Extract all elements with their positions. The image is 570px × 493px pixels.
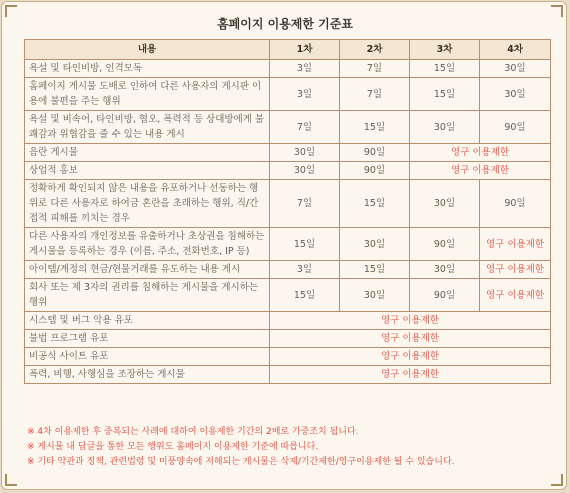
header-2nd: 2차	[340, 40, 410, 60]
table-row	[25, 312, 551, 330]
header-content: 내용	[25, 40, 270, 60]
cell-2nd: 15일	[340, 261, 410, 279]
table-row	[25, 162, 551, 180]
table-row	[25, 111, 551, 144]
table-row	[25, 228, 551, 261]
cell-4th: 영구 이용제한	[480, 279, 551, 312]
cell-1st: 15일	[270, 228, 340, 261]
note-text: ※ 4차 이용제한 후 중복되는 사례에 대하여 이용제한 기간의 2배로 가중조치 됩니다.	[27, 427, 359, 437]
row-description: 아이템/계정의 현금/현물거래를 유도하는 내용 게시	[25, 261, 270, 279]
cell-1st: 3일	[270, 78, 340, 111]
table-row	[25, 366, 551, 384]
row-description: 상업적 홍보	[25, 162, 270, 180]
cell-3rd: 30일	[410, 261, 480, 279]
cell-4th: 영구 이용제한	[480, 228, 551, 261]
table-row	[25, 78, 551, 111]
row-description: 다른 사용자의 개인정보를 유출하거나 초상권을 침해하는 게시물을 등록하는 경우 (이름, 주소, 전화번호, IP 등)	[25, 228, 270, 261]
table-row	[25, 180, 551, 228]
row-description: 회사 또는 제 3자의 권리를 침해하는 게시물을 게시하는 행위	[25, 279, 270, 312]
row-description: 정확하게 확인되지 않은 내용을 유포하거나 선동하는 행위로 다른 사용자로 하여금 혼란을 초래하는 행위, 직/간접적 피해를 끼치는 경우	[25, 180, 270, 228]
cell-1st: 30일	[270, 144, 340, 162]
row-description: 음란 게시물	[25, 144, 270, 162]
cell-2nd: 30일	[340, 279, 410, 312]
table-row	[25, 144, 551, 162]
restriction-table	[24, 39, 551, 384]
row-description: 폭력, 비행, 사행심을 조장하는 게시물	[25, 366, 270, 384]
cell-2nd: 90일	[340, 144, 410, 162]
cell-4th: 30일	[480, 78, 551, 111]
cell-3rd: 90일	[410, 279, 480, 312]
cell-3rd: 30일	[410, 180, 480, 228]
row-description: 욕설 및 비속어, 타인비방, 협오, 폭력적 등 상대방에게 불쾌감과 위협감을 줄 수 있는 내용 게시	[25, 111, 270, 144]
cell-2nd: 15일	[340, 111, 410, 144]
cell-2nd: 7일	[340, 60, 410, 78]
row-description: 시스템 및 버그 악용 유포	[25, 312, 270, 330]
header-1st: 1차	[270, 40, 340, 60]
cell-permanent-ban: 영구 이용제한	[270, 348, 551, 366]
cell-1st: 15일	[270, 279, 340, 312]
header-3rd: 3차	[410, 40, 480, 60]
cell-1st: 7일	[270, 111, 340, 144]
cell-1st: 30일	[270, 162, 340, 180]
cell-3rd: 90일	[410, 228, 480, 261]
note-text: ※ 기타 약관과 정책, 관련법령 및 미풍양속에 저해되는 게시물은 삭제/기간제한/영구이용제한 될 수 있습니다.	[27, 457, 455, 467]
header-4th: 4차	[480, 40, 551, 60]
cell-2nd: 15일	[340, 180, 410, 228]
table-row	[25, 261, 551, 279]
row-description: 홈페이지 게시물 도배로 인하여 다른 사용자의 게시판 이용에 불편을 주는 행위	[25, 78, 270, 111]
table-row	[25, 348, 551, 366]
cell-permanent-ban: 영구 이용제한	[270, 312, 551, 330]
cell-permanent-ban: 영구 이용제한	[410, 162, 551, 180]
cell-1st: 3일	[270, 60, 340, 78]
cell-4th: 30일	[480, 60, 551, 78]
row-description: 비공식 사이트 유포	[25, 348, 270, 366]
cell-4th: 90일	[480, 111, 551, 144]
cell-2nd: 30일	[340, 228, 410, 261]
cell-3rd: 30일	[410, 111, 480, 144]
table-row	[25, 279, 551, 312]
table-row	[25, 330, 551, 348]
cell-1st: 7일	[270, 180, 340, 228]
table-header-row	[25, 40, 551, 60]
cell-permanent-ban: 영구 이용제한	[410, 144, 551, 162]
cell-2nd: 90일	[340, 162, 410, 180]
cell-3rd: 15일	[410, 78, 480, 111]
cell-3rd: 15일	[410, 60, 480, 78]
cell-4th: 90일	[480, 180, 551, 228]
row-description: 불법 프로그램 유포	[25, 330, 270, 348]
corner-ornament	[5, 474, 17, 486]
corner-ornament	[551, 474, 563, 486]
row-description: 욕설 및 타인비방, 인격모독	[25, 60, 270, 78]
cell-4th: 영구 이용제한	[480, 261, 551, 279]
cell-1st: 3일	[270, 261, 340, 279]
cell-2nd: 7일	[340, 78, 410, 111]
note-text: ※ 게시물 내 답글을 통한 모든 행위도 홈페이지 이용제한 기준에 따릅니다.	[27, 442, 319, 452]
cell-permanent-ban: 영구 이용제한	[270, 366, 551, 384]
notes-section	[27, 425, 567, 470]
page-title: 홈페이지 이용제한 기준표	[217, 17, 353, 31]
cell-permanent-ban: 영구 이용제한	[270, 330, 551, 348]
table-row	[25, 60, 551, 78]
